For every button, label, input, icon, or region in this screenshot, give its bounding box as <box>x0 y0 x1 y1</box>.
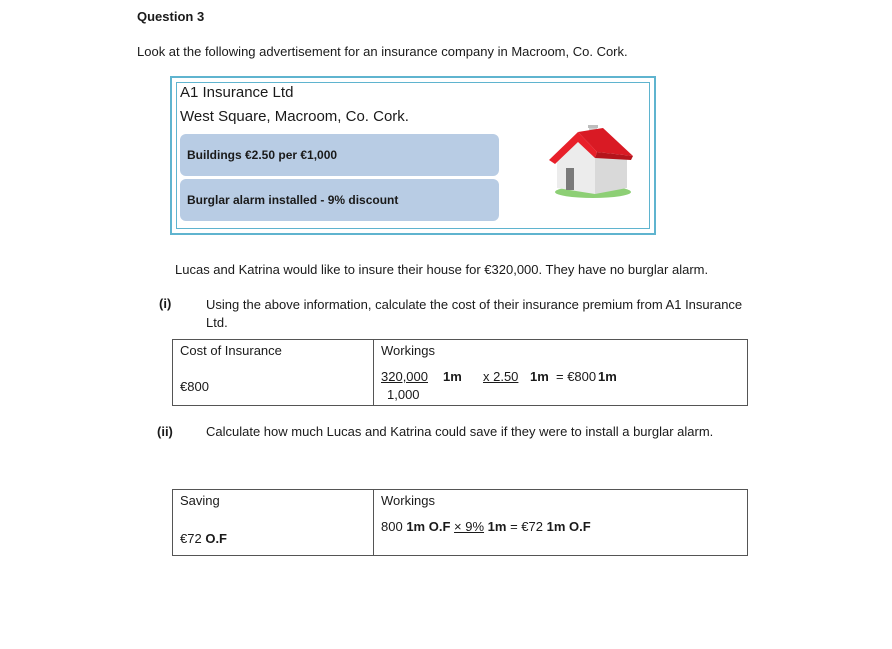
part-i-fraction-denominator: 1,000 <box>387 387 420 402</box>
part-i-answer-table <box>172 339 748 406</box>
part-ii-col2-header: Workings <box>381 493 435 508</box>
question-title: Question 3 <box>137 9 205 24</box>
advert-address: West Square, Macroom, Co. Cork. <box>180 108 409 125</box>
part-i-col1-header: Cost of Insurance <box>180 343 282 358</box>
advert-offer-buildings <box>180 134 499 176</box>
part-i-answer: €800 <box>180 379 209 394</box>
part-i-times: x 2.50 <box>483 369 519 384</box>
part-i-mark-1: 1m <box>443 369 462 384</box>
advert-offer-alarm <box>180 179 499 221</box>
part-ii-workings-number: 800 <box>381 519 403 534</box>
part-i-question: Using the above information, calculate the cost of their insurance premium from A1 Insurance Ltd. <box>206 297 743 330</box>
part-ii-label: (ii) <box>157 424 173 439</box>
part-ii-workings-mark-2: 1m <box>487 519 507 534</box>
part-ii-col1-header: Saving <box>180 493 220 508</box>
scenario-statement: Lucas and Katrina would like to insure their house for €320,000. They have no burglar alarm. <box>175 262 709 277</box>
part-ii-answer-value: €72 <box>180 531 202 546</box>
part-i-mark-2: 1m <box>530 369 549 384</box>
part-ii-answer-mark: O.F <box>205 531 227 546</box>
part-ii-workings <box>381 519 591 534</box>
part-ii-workings-mark-3: 1m O.F <box>546 519 591 534</box>
part-ii-workings-times: × 9% <box>454 519 485 534</box>
advert-company-name: A1 Insurance Ltd <box>180 84 294 101</box>
house-icon <box>543 124 635 200</box>
part-i-fraction-numerator: 320,000 <box>381 369 428 384</box>
part-ii-question: Calculate how much Lucas and Katrina could save if they were to install a burglar alarm. <box>206 424 714 439</box>
advert-offer-buildings-text: Buildings €2.50 per €1,000 <box>187 148 338 162</box>
part-ii-workings-mark-1: 1m O.F <box>406 519 451 534</box>
part-i-equals: = €800 <box>556 369 597 384</box>
part-i-label: (i) <box>159 296 172 311</box>
part-ii-workings-equals: = €72 <box>510 519 543 534</box>
part-i-col2-header: Workings <box>381 343 435 358</box>
part-ii-answer-table <box>172 489 748 556</box>
advert-offer-alarm-text: Burglar alarm installed - 9% discount <box>187 193 399 207</box>
part-i-mark-3: 1m <box>598 369 617 384</box>
part-ii-answer <box>180 531 227 546</box>
question-intro: Look at the following advertisement for an insurance company in Macroom, Co. Cork. <box>137 44 628 59</box>
